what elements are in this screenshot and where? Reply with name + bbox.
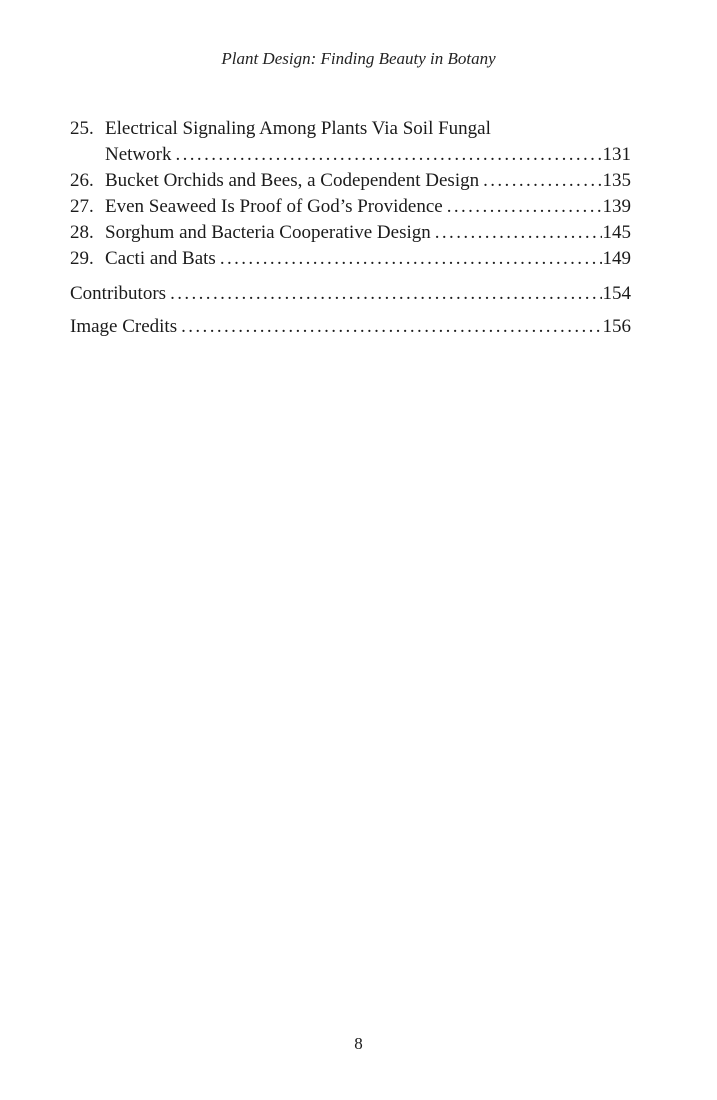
toc-page-number: 131 [602,144,631,165]
dot-leader [483,168,601,194]
toc-entry-number: 25. [70,118,94,139]
toc-entry-number: 26. [70,170,94,191]
toc-section-title: Image Credits [70,316,178,337]
dot-leader [220,246,602,272]
toc-entry [70,246,631,272]
toc-entry-number: 29. [70,248,94,269]
toc-entry-number: 28. [70,222,94,243]
toc-page-number: 135 [602,170,631,191]
toc-section-image-credits [70,314,631,340]
dot-leader [175,142,601,168]
toc-entry-number: 27. [70,196,94,217]
running-header: Plant Design: Finding Beauty in Botany [221,49,496,68]
toc-entry-continuation [70,142,631,168]
toc-entry-title-continued: Network [105,144,172,165]
toc-page-number: 156 [602,316,631,337]
toc-page-number: 149 [602,248,631,269]
toc-page-number: 154 [602,283,631,304]
dot-leader [181,314,601,340]
toc-entry-title: Cacti and Bats [105,248,216,269]
toc-entry [70,194,631,220]
toc-entry-title: Sorghum and Bacteria Cooperative Design [105,222,431,243]
toc-section-contributors [70,281,631,307]
dot-leader [435,220,602,246]
toc-entry [70,220,631,246]
toc-page-number: 139 [602,196,631,217]
toc-entry [70,116,631,142]
table-of-contents [70,116,631,340]
toc-entry-title: Bucket Orchids and Bees, a Codependent Design [105,170,480,191]
folio-page-number: 8 [354,1034,363,1053]
toc-entry-title: Electrical Signaling Among Plants Via Soil Fungal [105,118,491,139]
dot-leader [447,194,602,220]
toc-entry [70,168,631,194]
dot-leader [170,281,601,307]
toc-page-number: 145 [602,222,631,243]
toc-section-title: Contributors [70,283,167,304]
toc-entry-title: Even Seaweed Is Proof of God’s Providence [105,196,443,217]
